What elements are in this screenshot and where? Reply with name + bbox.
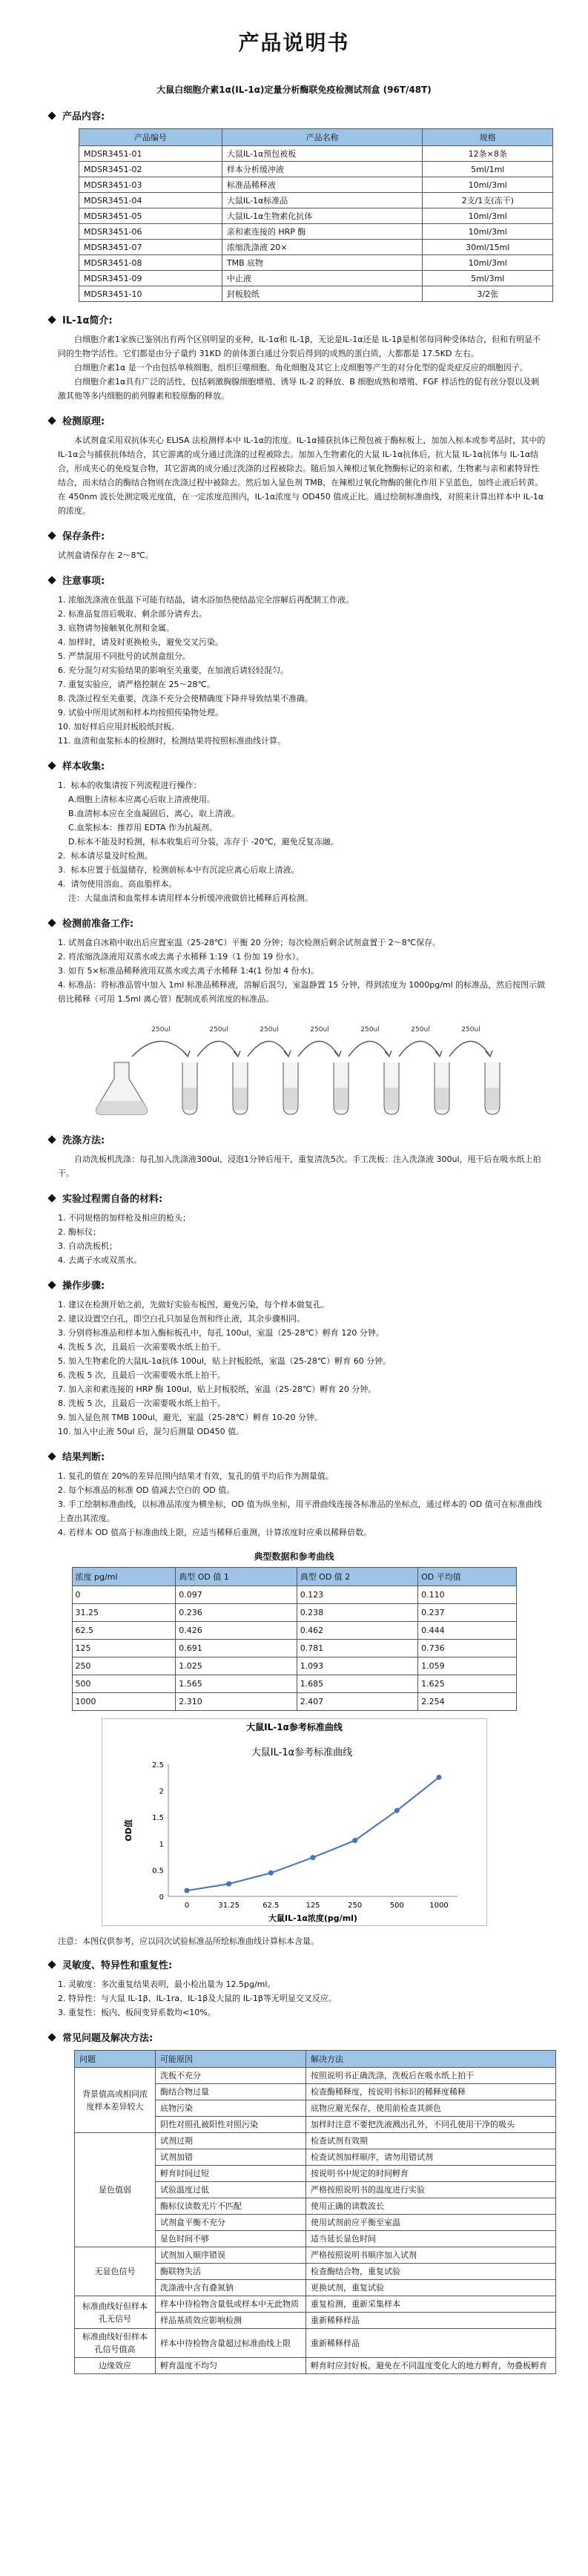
table-cell: 1000	[72, 1693, 176, 1711]
cause-cell: 试剂盒平衡不充分	[156, 2215, 306, 2231]
volume-label: 250ul	[310, 1026, 329, 1034]
bullet-icon	[47, 1194, 56, 1202]
table-cell: MDSR3451-03	[79, 177, 222, 193]
list-item: 10. 加好样后应用封板胶纸封板。	[58, 722, 179, 732]
bullet-icon	[47, 1960, 56, 1968]
list-item: 3. 重复性：板内、板间变异系数均<10%。	[58, 2008, 216, 2017]
data-point	[394, 1808, 399, 1813]
performance-list	[58, 1977, 546, 2020]
table-cell: MDSR3451-10	[79, 286, 222, 302]
tube-liquid	[234, 1088, 247, 1110]
x-tick-label: 500	[389, 1902, 404, 1910]
y-tick-label: 1	[159, 1840, 164, 1849]
bullet-icon	[47, 2033, 56, 2041]
table-row	[72, 1640, 516, 1657]
table-cell: 浓缩洗涤液 20×	[222, 240, 423, 255]
list-item: 6. 充分混匀对实验结果的影响至关重要，在加液后请轻轻混匀。	[58, 666, 288, 675]
prep-list	[58, 936, 546, 1006]
list-item: B.血清标本应在全血凝固后，离心，取上清液。	[58, 809, 240, 818]
bullet-icon	[47, 1452, 56, 1460]
section-prep: 检测前准备工作:	[42, 916, 546, 930]
section-storage: 保存条件:	[42, 528, 546, 542]
solution-cell: 按说明书中规定的时间孵育	[306, 2166, 556, 2182]
list-item: 1. 灵敏度：多次重复结果表明，最小检出量为 12.5pg/ml。	[58, 1979, 276, 1989]
table-cell: TMB 底物	[222, 255, 423, 271]
section-intro: IL-1α简介:	[42, 312, 546, 326]
cause-cell: 洗板不充分	[156, 2068, 306, 2084]
troubleshooting-table	[74, 2050, 556, 2374]
solution-cell: 底物应避光保存，使用前检查其颜色	[306, 2100, 556, 2117]
table-row	[79, 240, 553, 255]
solution-cell: 使用正确的读数波长	[306, 2198, 556, 2215]
solution-cell: 适当延长显色时间	[306, 2231, 556, 2247]
table-header-cell: OD 平均值	[418, 1568, 516, 1586]
typical-data-title: 典型数据和参考曲线	[254, 1551, 334, 1562]
tube-liquid	[183, 1088, 196, 1110]
problem-cell: 边缘效应	[75, 2358, 156, 2374]
table-cell: 5ml/1ml	[423, 162, 553, 177]
list-item: 7. 加入亲和素连接的 HRP 酶 100ul，贴上封板胶纸，室温（25-28℃）孵育 20 分钟。	[58, 1384, 377, 1394]
tube-liquid	[435, 1088, 449, 1110]
solution-cell: 加样时注意不要把洗液溅出孔外，不同孔使用干净的吸头	[306, 2117, 556, 2133]
cause-cell: 底物污染	[156, 2100, 306, 2117]
data-point	[184, 1888, 189, 1893]
solution-cell: 检查酶稀释度，按说明书标识的稀释度稀释	[306, 2084, 556, 2100]
transfer-arrow	[348, 1041, 389, 1057]
transfer-arrow	[399, 1041, 439, 1057]
arrow-head-icon	[183, 1051, 190, 1057]
transfer-arrow	[197, 1041, 237, 1057]
table-row	[72, 1693, 516, 1711]
y-tick-label: 0	[159, 1893, 164, 1902]
intro-paragraph: 白细胞介素1α 是一个由包括单核细胞、组织巨噬细胞、角化细胞及其它上皮细胞等产生的对分化型的促炎症反应的细胞因子。	[74, 363, 528, 372]
cause-cell: 洗涤液中含有叠氮钠	[156, 2280, 306, 2296]
table-cell: 大鼠IL-1α预包被板	[222, 146, 423, 162]
list-item: 4. 请勿使用溶血、高血脂样本。	[58, 879, 177, 889]
list-item: 4. 标准品：将标准品管中加入 1ml 标准品稀释液，溶解后混匀，室温静置 15 分钟，得到浓度为 1000pg/ml 的标准品，然后按图示做倍比稀释（可用 1.5ml 离心管）配制成系列浓度的标准品。	[58, 980, 546, 1004]
cause-cell: 酶结合物过量	[156, 2084, 306, 2100]
storage-text: 试剂盒请保存在 2～8℃。	[58, 551, 153, 560]
tube-liquid	[385, 1088, 398, 1110]
table-cell: 0.123	[297, 1586, 417, 1604]
list-item: 5. 加入生物素化的大鼠IL-1α抗体 100ul，贴上封板胶纸，室温（25-28℃）孵育 60 分钟。	[58, 1356, 392, 1366]
cause-cell: 试剂加错	[156, 2149, 306, 2166]
table-row	[79, 208, 553, 224]
data-point	[268, 1870, 273, 1876]
section-materials: 实验过程需自备的材料:	[42, 1191, 546, 1205]
chart-note: 注意：本图仅供参考，应以同次试验标准品所绘标准曲线计算标本含量。	[58, 1936, 319, 1946]
table-header-cell: 产品编号	[79, 129, 222, 146]
table-cell: 样本分析缓冲液	[222, 162, 423, 177]
list-item: 2. 每个标准品的标准 OD 值减去空白的 OD 值。	[58, 1485, 235, 1495]
table-cell: 2.310	[176, 1693, 297, 1711]
bullet-icon	[47, 531, 56, 539]
standard-curve-chart	[102, 1718, 487, 1929]
cautions-list	[58, 593, 546, 748]
section-steps: 操作步骤:	[42, 1278, 546, 1292]
transfer-arrow	[132, 1041, 187, 1057]
table-row	[79, 146, 553, 162]
bullet-icon	[47, 315, 56, 323]
problem-cell: 背景值高或相同浓度样本差异较大	[75, 2068, 156, 2133]
table-cell: 250	[72, 1657, 176, 1675]
bullet-icon	[47, 919, 56, 927]
list-item: 3. 手工绘制标准曲线，以标准品浓度为横坐标，OD 值为纵坐标，用平滑曲线连接各标准品的坐标点，通过样本的 OD 值可在标准曲线上查出其浓度。	[58, 1499, 542, 1523]
transfer-arrow	[449, 1041, 489, 1057]
list-item: 1. 不同规格的加样枪及相应的枪头；	[58, 1213, 191, 1223]
solution-cell: 检查试剂加样顺序，请勿用错试剂	[306, 2149, 556, 2166]
table-header-cell: 解决方法	[306, 2051, 556, 2068]
data-point	[226, 1882, 231, 1887]
table-cell: 1.025	[176, 1657, 297, 1675]
table-header-row	[79, 129, 553, 146]
table-row	[75, 2329, 556, 2358]
table-cell: 1.059	[418, 1657, 516, 1675]
list-item: 3. 底物请勿接触氧化剂和金属。	[58, 623, 174, 633]
table-cell: 10ml/3ml	[423, 224, 553, 240]
section-components: 产品内容:	[42, 108, 546, 122]
dilution-diagram	[71, 1011, 546, 1122]
problem-cell: 标准曲线好但样本孔无信号	[75, 2296, 156, 2329]
cause-cell: 酶联物失活	[156, 2264, 306, 2280]
y-tick-label: 0.5	[151, 1867, 164, 1876]
table-cell: 0.426	[176, 1622, 297, 1640]
table-cell: 中止液	[222, 271, 423, 286]
cause-cell: 试剂加入顺序错误	[156, 2247, 306, 2264]
list-item: 3. 自动洗板机；	[58, 1241, 117, 1251]
bullet-icon	[47, 761, 56, 769]
table-cell: MDSR3451-08	[79, 255, 222, 271]
solution-cell: 检查酶结合物，重复试验	[306, 2264, 556, 2280]
table-cell: 标准品稀释液	[222, 177, 423, 193]
table-row	[79, 224, 553, 240]
components-table	[79, 128, 553, 302]
list-item: 注：大鼠血清和血浆样本请用样本分析缓冲液做倍比稀释后再检测。	[58, 893, 313, 903]
table-cell: 12条×8条	[423, 146, 553, 162]
cause-cell: 酶标仪读数光片不匹配	[156, 2198, 306, 2215]
table-cell: 亲和素连接的 HRP 酶	[222, 224, 423, 240]
table-cell: 0	[72, 1586, 176, 1604]
bullet-icon	[47, 416, 56, 424]
intro-text	[58, 332, 546, 403]
solution-cell: 重复检测，重新采集样本	[306, 2296, 556, 2313]
data-point	[436, 1775, 441, 1780]
bullet-icon	[47, 111, 56, 119]
volume-label: 250ul	[461, 1026, 480, 1034]
stock-flask-icon	[96, 1062, 148, 1114]
table-cell: 1.685	[297, 1675, 417, 1693]
table-cell: 0.462	[297, 1622, 417, 1640]
table-header-cell: 典型 OD 值 1	[176, 1568, 297, 1586]
table-row	[72, 1604, 516, 1622]
list-item: 1. 建议在检测开始之前，先做好实验布板图，避免污染，每个样本做复孔。	[58, 1300, 329, 1310]
list-item: 7. 重复实验应，请严格控制在 25～28℃。	[58, 680, 215, 689]
cause-cell: 试验温度过低	[156, 2182, 306, 2198]
transfer-arrow	[298, 1041, 338, 1057]
page-title: 产品说明书	[238, 30, 350, 55]
table-cell: 10ml/3ml	[423, 177, 553, 193]
intro-paragraph: 白细胞介素1α具有广泛的活性，包括刺激胸腺细胞增殖、诱导 IL-2 的释放、B 细胞成熟和增殖、FGF 样活性的促有丝分裂以及刺激其他等多内细胞的前列腺素和胶原酶的释放。	[58, 377, 540, 401]
x-axis-label: 大鼠IL-1α浓度(pg/ml)	[268, 1913, 357, 1923]
volume-label: 250ul	[411, 1026, 430, 1034]
problem-cell: 无显色信号	[75, 2247, 156, 2296]
bullet-icon	[47, 1281, 56, 1289]
results-list	[58, 1469, 546, 1540]
table-row	[75, 2358, 556, 2374]
data-point	[310, 1855, 315, 1860]
table-cell: 2支/1支(冻干)	[423, 193, 553, 208]
table-header-cell: 典型 OD 值 2	[297, 1568, 417, 1586]
cause-cell: 样本中待检物含量超过标准曲线上限	[156, 2329, 306, 2358]
table-cell: MDSR3451-06	[79, 224, 222, 240]
section-cautions: 注意事项:	[42, 573, 546, 587]
table-cell: 封板胶纸	[222, 286, 423, 302]
section-washing: 洗涤方法:	[42, 1132, 546, 1146]
table-row	[72, 1586, 516, 1604]
list-item: 4. 若样本 OD 值高于标准曲线上限，应适当稀释后重测，计算浓度时应乘以稀释倍数。	[58, 1528, 372, 1537]
product-subtitle: 大鼠白细胞介素1α(IL-1α)定量分析酶联免疫检测试剂盒 (96T/48T)	[156, 85, 432, 95]
list-item: 4. 加样时，请及时更换枪头，避免交叉污染。	[58, 637, 223, 647]
tube-liquid	[486, 1088, 499, 1110]
list-item: 1. 复孔的值在 20%的差异范围内结果才有效，复孔的值平均后作为测量值。	[58, 1471, 334, 1481]
solution-cell: 更换试剂，重复试验	[306, 2280, 556, 2296]
list-item: 6. 洗板 5 次，且最后一次需要吸水纸上拍干。	[58, 1370, 225, 1380]
table-header-cell: 规格	[423, 129, 553, 146]
list-item: 3. 标本应置于低温储存，检测前标本中有沉淀应离心后取上清液。	[58, 865, 300, 875]
problem-cell: 标准曲线好但样本孔信号值高	[75, 2329, 156, 2358]
list-item: D.标本不能及时检测，标本收集后可分装，冻存于 -20℃，避免反复冻融。	[58, 837, 339, 847]
list-item: 9. 试验中所用试剂和样本均按照传染物处理。	[58, 708, 223, 717]
x-tick-label: 62.5	[262, 1902, 279, 1910]
list-item: 1. 标本的收集请按下列流程进行操作：	[58, 781, 202, 790]
intro-paragraph: 白细胞介素1家族已鉴别出有两个区别明显的亚种，IL-1α和 IL-1β，无论是IL-1α还是 IL-1β是相邻每同种受体结合，但和有明显不同的生物学活性。它们都是由分子量约 31KD 的前体蛋白通过分裂后得到的成熟的蛋白质，大都都是 17.5KD 左右。	[58, 335, 541, 358]
solution-cell: 重新稀释样品	[306, 2329, 556, 2358]
volume-label: 250ul	[260, 1026, 279, 1034]
table-cell: 2.407	[297, 1693, 417, 1711]
table-row	[79, 193, 553, 208]
table-cell: 500	[72, 1675, 176, 1693]
volume-label: 250ul	[151, 1026, 171, 1034]
principle-text: 本试剂盒采用双抗体夹心 ELISA 法检测样本中 IL-1α的浓度。IL-1α捕获抗体已预包被于酶标板上，加加入标本或参考品时，其中的 IL-1α会与捕获抗体结合，其它游离的成分通过洗涤的过程被除去。加加入生物素化的大鼠 IL-1α抗体后，抗大鼠 IL-1α抗体与 IL-1α结合，形成夹心的免疫复合物，其它游离的成分通过洗涤的过程被除去。随后加入辣根过氧化物酶标记的亲和素，生物素与亲和素特异性结合，而未结合的酶结合物则在洗涤过程中被除去。然后加入显色剂 TMB，在辣根过氧化物酶的催化作用下呈蓝色，加终止液后转黄。在 450nm 波长处测定吸光度值，在一定浓度范围内，IL-1α浓度与 OD450 值成正比。通过绘制标准曲线，对照来计算出样本中 IL-1α的浓度。	[58, 436, 546, 516]
table-header-row	[72, 1568, 516, 1586]
tube-liquid	[334, 1088, 348, 1110]
transfer-arrow	[248, 1041, 288, 1057]
table-cell: 0.110	[418, 1586, 516, 1604]
materials-list	[58, 1211, 546, 1267]
cause-cell: 样本中待检物含量低或样本中无此物质	[156, 2296, 306, 2313]
table-cell: 1.093	[297, 1657, 417, 1675]
table-row	[79, 271, 553, 286]
list-item: 10. 加入中止液 50ul 后，混匀后测量 OD450 值。	[58, 1427, 245, 1436]
tube-liquid	[284, 1088, 297, 1110]
table-header-row	[75, 2051, 556, 2068]
table-cell: 大鼠IL-1α生物素化抗体	[222, 208, 423, 224]
list-item: A.细胞上清标本应离心后取上清液使用。	[58, 795, 215, 804]
table-cell: MDSR3451-09	[79, 271, 222, 286]
list-item: 9. 加入显色剂 TMB 100ul，避光，室温（25-28℃）孵育 10-20 分钟。	[58, 1413, 323, 1422]
cause-cell: 孵育温度不均匀	[156, 2358, 306, 2374]
cause-cell: 显色时间不够	[156, 2231, 306, 2247]
table-cell: 31.25	[72, 1604, 176, 1622]
table-cell: 0.781	[297, 1640, 417, 1657]
table-row	[75, 2296, 556, 2313]
table-cell: 0.691	[176, 1640, 297, 1657]
y-tick-label: 2	[159, 1787, 164, 1796]
cause-cell: 试剂过期	[156, 2133, 306, 2149]
table-row	[75, 2133, 556, 2149]
table-cell: 0.444	[418, 1622, 516, 1640]
table-header-cell: 问题	[75, 2051, 156, 2068]
cause-cell: 样品基质效应影响检测	[156, 2313, 306, 2329]
table-row	[79, 162, 553, 177]
list-item: 2. 标准品复溶后吸取、剩余部分请弃去。	[58, 609, 207, 619]
table-cell: 125	[72, 1640, 176, 1657]
x-tick-label: 250	[347, 1902, 362, 1910]
volume-label: 250ul	[209, 1026, 228, 1034]
cause-cell: 阴性对照孔被阳性对照污染	[156, 2117, 306, 2133]
list-item: 8. 洗涤过程至关重要，洗涤不充分会使精确度下降并导致结果不准确。	[58, 694, 313, 703]
table-row	[72, 1657, 516, 1675]
list-item: 4. 去离子水或双蒸水。	[58, 1255, 142, 1265]
table-header-cell: 浓度 pg/ml	[72, 1568, 176, 1586]
list-item: C.血浆标本：推荐用 EDTA 作为抗凝剂。	[58, 823, 217, 832]
section-trouble: 常见问题及解决方法:	[42, 2030, 546, 2044]
table-cell: MDSR3451-02	[79, 162, 222, 177]
table-cell: MDSR3451-07	[79, 240, 222, 255]
table-cell: MDSR3451-05	[79, 208, 222, 224]
x-tick-label: 31.25	[217, 1902, 240, 1910]
table-cell: 0.238	[297, 1604, 417, 1622]
y-tick-label: 1.5	[151, 1814, 164, 1823]
samples-list	[58, 778, 546, 905]
solution-cell: 严格按照说明书顺序加入试剂	[306, 2247, 556, 2264]
solution-cell: 严格按照说明书的温度进行实验	[306, 2182, 556, 2198]
bullet-icon	[47, 576, 56, 584]
list-item: 2. 将浓缩洗涤液用双蒸水或去离子水稀释 1:19（1 份加 19 份水）。	[58, 952, 305, 962]
table-row	[79, 255, 553, 271]
table-cell: 62.5	[72, 1622, 176, 1640]
list-item: 2. 酶标仪；	[58, 1227, 101, 1237]
steps-list	[58, 1298, 546, 1439]
table-cell: 0.237	[418, 1604, 516, 1622]
table-cell: 10ml/3ml	[423, 208, 553, 224]
chart-outer-title: 大鼠IL-1α参考标准曲线	[245, 1722, 343, 1732]
solution-cell: 使用试剂前应平衡至室温	[306, 2215, 556, 2231]
table-row	[72, 1622, 516, 1640]
list-item: 2. 建议设置空白孔，即空白孔只加显色剂和终止液，其余步骤相同。	[58, 1314, 305, 1324]
y-axis-label: OD值	[123, 1819, 133, 1841]
washing-text: 自动洗板机洗涤：每孔加入洗涤液300ul，浸泡1分钟后甩干，重复清洗5次。手工洗板：注入洗涤液 300ul，甩干后在吸水纸上拍干。	[58, 1154, 541, 1178]
list-item: 2. 标本请尽量及时检测。	[58, 851, 153, 861]
table-cell: 5ml/3ml	[423, 271, 553, 286]
problem-cell: 显色值弱	[75, 2133, 156, 2247]
x-tick-label: 1000	[429, 1902, 449, 1910]
volume-label: 250ul	[360, 1026, 380, 1034]
list-item: 5. 严禁混用不同批号的试剂盒组分。	[58, 651, 191, 661]
table-cell: 10ml/3ml	[423, 255, 553, 271]
list-item: 8. 洗板 5 次，且最后一次需要吸水纸上拍干。	[58, 1399, 225, 1408]
table-cell: 2.254	[418, 1693, 516, 1711]
table-row	[79, 177, 553, 193]
typical-data-table	[72, 1567, 517, 1711]
x-tick-label: 0	[184, 1902, 189, 1910]
table-cell: 3/2张	[423, 286, 553, 302]
table-cell: 1.565	[176, 1675, 297, 1693]
list-item: 4. 洗板 5 次，且最后一次需要吸水纸上拍干。	[58, 1342, 225, 1352]
bullet-icon	[47, 1135, 56, 1143]
y-tick-label: 2.5	[151, 1761, 164, 1770]
table-row	[79, 286, 553, 302]
table-cell: 0.236	[176, 1604, 297, 1622]
section-results: 结果判断:	[42, 1449, 546, 1463]
solution-cell: 孵育时应封好板，避免在不同温度变化大的地方孵育，勿叠板孵育	[306, 2358, 556, 2374]
x-tick-label: 125	[305, 1902, 320, 1910]
cause-cell: 孵育时间过短	[156, 2166, 306, 2182]
list-item: 1. 试剂盒自冰箱中取出后应置室温（25-28℃）平衡 20 分钟；每次检测后剩余试剂盒置于 2～8℃保存。	[58, 938, 441, 947]
table-header-cell: 产品名称	[222, 129, 423, 146]
table-cell: 大鼠IL-1α标准品	[222, 193, 423, 208]
table-row	[72, 1675, 516, 1693]
list-item: 11. 血清和血浆标本的检测时，检测结果将按照标准曲线计算。	[58, 736, 285, 746]
table-cell: MDSR3451-04	[79, 193, 222, 208]
table-cell: MDSR3451-01	[79, 146, 222, 162]
solution-cell: 重新稀释样品	[306, 2313, 556, 2329]
table-cell: 30ml/15ml	[423, 240, 553, 255]
list-item: 3. 如有 5×标准品稀释液用双蒸水或去离子水稀释 1:4(1 份加 4 份水)。	[58, 966, 319, 976]
list-item: 2. 特异性：与大鼠 IL-1β、IL-1ra、IL-1β及大鼠的 IL-1β等无明显交叉反应。	[58, 1994, 337, 2003]
data-point	[352, 1838, 357, 1843]
table-header-cell: 可能原因	[156, 2051, 306, 2068]
table-cell: 1.625	[418, 1675, 516, 1693]
solution-cell: 检查试剂有效期	[306, 2133, 556, 2149]
table-row	[75, 2068, 556, 2084]
section-principle: 检测原理:	[42, 413, 546, 427]
table-cell: 0.097	[176, 1586, 297, 1604]
solution-cell: 按照说明书正确洗涤，洗板后在吸水纸上拍干	[306, 2068, 556, 2084]
section-performance: 灵敏度、特异性和重复性:	[42, 1957, 546, 1971]
table-cell: 0.736	[418, 1640, 516, 1657]
list-item: 1. 浓缩洗涤液在低温下可能有结晶，请水浴加热使结晶完全溶解后再配制工作液。	[58, 595, 354, 605]
chart-title: 大鼠IL-1α参考标准曲线	[251, 1747, 352, 1758]
list-item: 3. 分别将标准品和样本加入酶标板孔中，每孔 100ul，室温（25-28℃）孵育 120 分钟。	[58, 1328, 384, 1338]
table-row	[75, 2247, 556, 2264]
section-samples: 样本收集:	[42, 758, 546, 772]
